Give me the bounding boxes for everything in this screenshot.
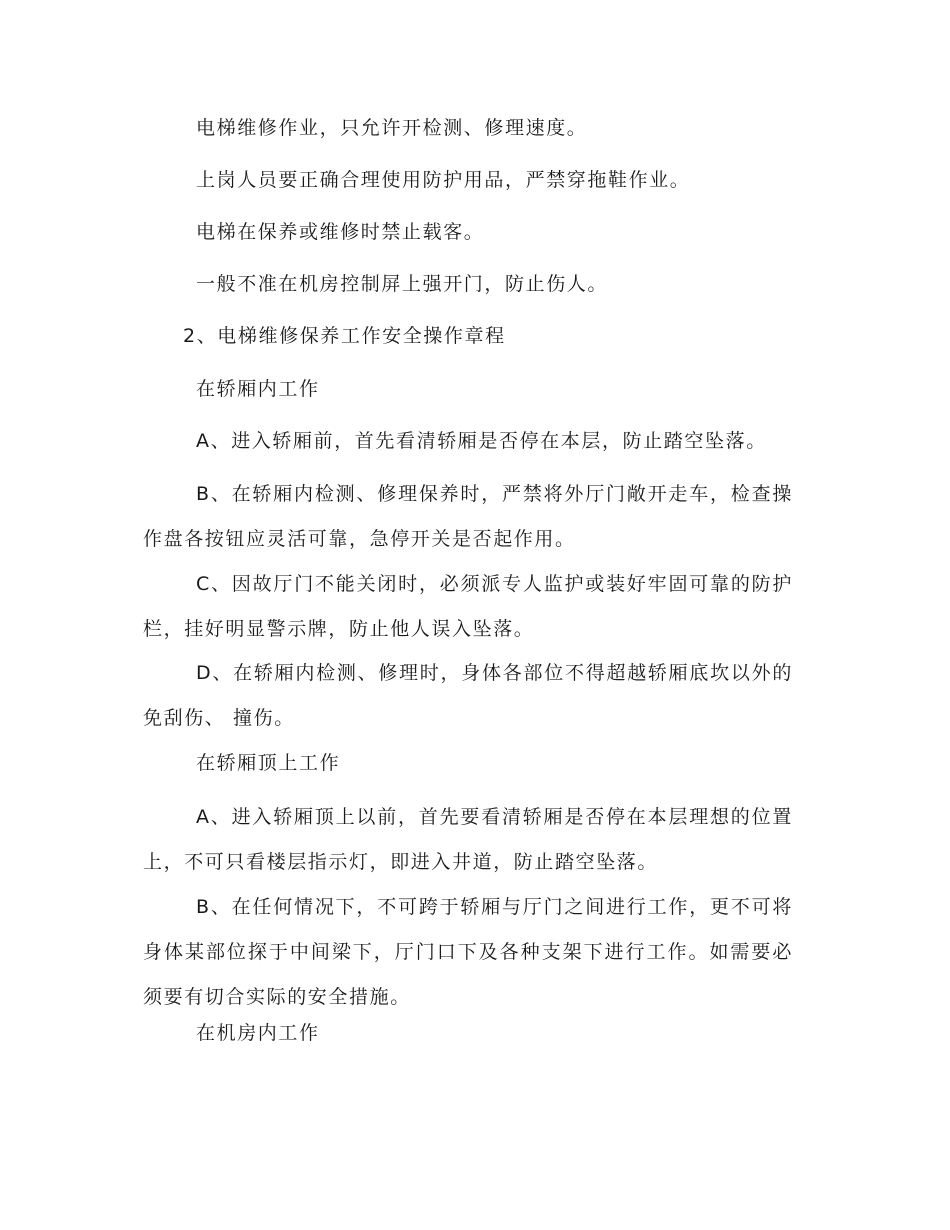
paragraph-no-forced-door: 一般不准在机房控制屏上强开门，防止伤人。 xyxy=(196,273,609,295)
paragraph-repair-speed: 电梯维修作业，只允许开检测、修理速度。 xyxy=(196,117,588,139)
section-heading-safety-rules: 2、电梯维修保养工作安全操作章程 xyxy=(183,325,506,347)
paragraph-no-passengers: 电梯在保养或维修时禁止载客。 xyxy=(196,221,485,243)
paragraph-car-top-b: B、在任何情况下，不可跨于轿厢与厅门之间进行工作，更不可将身体某部位探于中间梁下，厅门口下及各种支架下进行工作。如需要必须要有切合实际的安全措施。 xyxy=(143,896,793,1008)
paragraph-inside-car-a: A、进入轿厢前，首先看清轿厢是否停在本层，防止踏空坠落。 xyxy=(196,430,767,452)
paragraph-inside-car-d: D、在轿厢内检测、修理时，身体各部位不得超越轿厢底坎以外的免刮伤、 撞伤。 xyxy=(143,662,793,729)
subheading-inside-car: 在轿厢内工作 xyxy=(196,378,320,400)
paragraph-inside-car-c: C、因故厅门不能关闭时，必须派专人监护或装好牢固可靠的防护栏，挂好明显警示牌，防止他人误入坠落。 xyxy=(143,573,793,640)
paragraph-inside-car-b: B、在轿厢内检测、修理保养时，严禁将外厅门敞开走车，检查操作盘各按钮应灵活可靠，急停开关是否起作用。 xyxy=(143,483,793,550)
subheading-car-top: 在轿厢顶上工作 xyxy=(196,752,341,774)
subheading-machine-room: 在机房内工作 xyxy=(196,1022,320,1044)
paragraph-car-top-a: A、进入轿厢顶上以前，首先要看清轿厢是否停在本层理想的位置上，不可只看楼层指示灯，即进入井道，防止踏空坠落。 xyxy=(143,806,793,873)
paragraph-protective-gear: 上岗人员要正确合理使用防护用品，严禁穿拖鞋作业。 xyxy=(196,169,691,191)
